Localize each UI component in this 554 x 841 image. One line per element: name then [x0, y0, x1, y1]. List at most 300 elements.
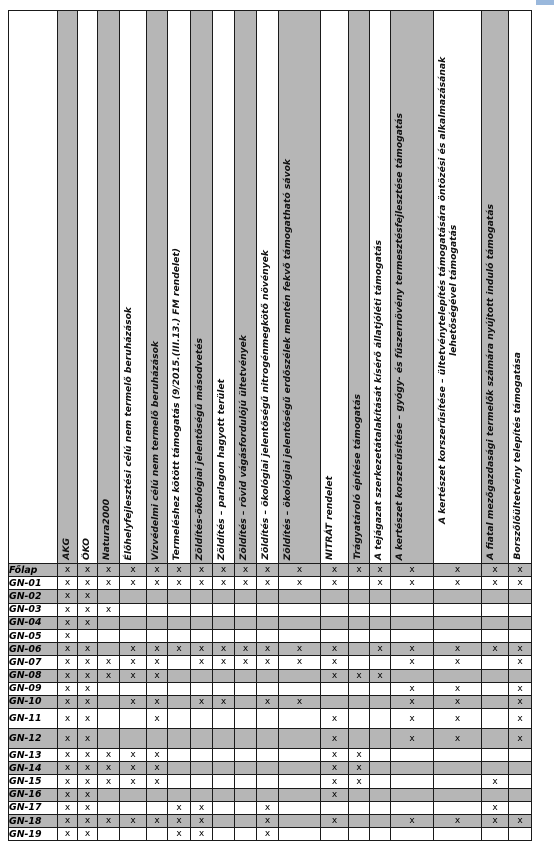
table-cell: x: [321, 564, 349, 577]
table-cell: x: [58, 682, 78, 695]
table-row: [9, 828, 532, 841]
table-cell: [235, 695, 257, 708]
row-label: GN-06: [9, 643, 58, 656]
table-cell: [98, 828, 120, 841]
table-cell: [321, 590, 349, 603]
table-cell: [509, 749, 532, 762]
table-cell: x: [78, 828, 98, 841]
table-cell: [349, 603, 370, 616]
table-cell: [257, 616, 279, 629]
table-cell: [279, 788, 321, 801]
column-header-label: A fiatal mezőgazdasági termelők számára nyújtott induló támogatás: [485, 204, 496, 560]
table-cell: x: [434, 564, 482, 577]
table-cell: x: [58, 577, 78, 590]
table-cell: x: [168, 801, 191, 814]
table-cell: x: [120, 656, 147, 669]
table-cell: [168, 629, 191, 642]
column-header: [58, 11, 78, 564]
table-cell: x: [370, 643, 391, 656]
table-cell: x: [168, 828, 191, 841]
column-header: [78, 11, 98, 564]
column-header-label: Borszőlőültetvény telepítés támogatása: [512, 352, 523, 560]
table-cell: x: [120, 762, 147, 775]
table-cell: [279, 603, 321, 616]
table-cell: [98, 695, 120, 708]
table-cell: [213, 828, 235, 841]
table-row: [9, 801, 532, 814]
header-row: [9, 11, 532, 564]
table-cell: x: [191, 564, 213, 577]
table-cell: [235, 682, 257, 695]
table-cell: [349, 788, 370, 801]
table-cell: [98, 788, 120, 801]
table-row: [9, 749, 532, 762]
table-cell: x: [191, 643, 213, 656]
table-cell: [191, 603, 213, 616]
table-cell: x: [391, 682, 434, 695]
table-cell: [98, 643, 120, 656]
table-cell: x: [78, 590, 98, 603]
table-cell: x: [120, 695, 147, 708]
table-cell: [349, 643, 370, 656]
table-cell: [168, 656, 191, 669]
table-cell: x: [58, 775, 78, 788]
table-cell: x: [482, 577, 509, 590]
table-cell: [120, 616, 147, 629]
column-header-label: Élőhelyfejlesztési célú nem termelő beruházások: [123, 306, 134, 560]
table-cell: [509, 590, 532, 603]
table-row: [9, 762, 532, 775]
table-cell: x: [58, 729, 78, 749]
table-cell: [509, 762, 532, 775]
table-cell: x: [58, 828, 78, 841]
table-cell: x: [257, 656, 279, 669]
table-row: [9, 709, 532, 729]
table-cell: [168, 603, 191, 616]
row-label: GN-08: [9, 669, 58, 682]
table-cell: [147, 603, 168, 616]
table-cell: x: [168, 564, 191, 577]
table-cell: [370, 603, 391, 616]
table-cell: [434, 788, 482, 801]
table-cell: [279, 815, 321, 828]
table-cell: [321, 695, 349, 708]
table-cell: [279, 828, 321, 841]
table-cell: x: [321, 669, 349, 682]
column-header-label: NITRÁT rendelet: [324, 475, 335, 560]
table-cell: [191, 775, 213, 788]
table-cell: x: [482, 775, 509, 788]
table-cell: [279, 729, 321, 749]
table-cell: [482, 749, 509, 762]
table-cell: [168, 709, 191, 729]
table-cell: [147, 801, 168, 814]
table-cell: x: [391, 709, 434, 729]
table-cell: [147, 729, 168, 749]
table-cell: x: [370, 669, 391, 682]
table-cell: x: [120, 749, 147, 762]
table-cell: [168, 616, 191, 629]
table-cell: x: [391, 729, 434, 749]
table-cell: x: [78, 762, 98, 775]
table-cell: x: [98, 564, 120, 577]
table-cell: [213, 682, 235, 695]
table-cell: x: [321, 788, 349, 801]
table-cell: x: [147, 749, 168, 762]
table-cell: x: [349, 564, 370, 577]
table-cell: [257, 749, 279, 762]
table-cell: x: [58, 564, 78, 577]
table-cell: [434, 762, 482, 775]
table-cell: x: [98, 656, 120, 669]
column-header-label: ÖKO: [81, 537, 92, 560]
table-cell: x: [257, 815, 279, 828]
table-cell: x: [349, 669, 370, 682]
table-cell: x: [321, 577, 349, 590]
table-cell: [168, 749, 191, 762]
row-label: GN-09: [9, 682, 58, 695]
table-cell: x: [391, 577, 434, 590]
table-cell: [509, 603, 532, 616]
table-cell: [78, 629, 98, 642]
table-cell: [191, 629, 213, 642]
column-header-label: Zöldítés – parlagon hagyott terület: [216, 378, 227, 560]
table-cell: x: [321, 762, 349, 775]
table-cell: [279, 762, 321, 775]
table-cell: x: [58, 616, 78, 629]
column-header: [321, 11, 349, 564]
table-cell: [509, 828, 532, 841]
table-cell: x: [509, 682, 532, 695]
table-row: [9, 788, 532, 801]
table-cell: x: [391, 656, 434, 669]
table-cell: x: [147, 709, 168, 729]
row-label: GN-17: [9, 801, 58, 814]
table-cell: x: [147, 695, 168, 708]
table-cell: x: [147, 564, 168, 577]
table-cell: x: [279, 695, 321, 708]
table-cell: x: [349, 775, 370, 788]
table-cell: [370, 749, 391, 762]
table-row: [9, 695, 532, 708]
column-header-label: Trágyatároló építése támogatás: [352, 394, 363, 560]
table-cell: [391, 669, 434, 682]
table-cell: x: [257, 695, 279, 708]
table-cell: [370, 682, 391, 695]
table-row: [9, 629, 532, 642]
table-cell: [235, 788, 257, 801]
column-header: [168, 11, 191, 564]
table-cell: [434, 669, 482, 682]
table-cell: [370, 828, 391, 841]
table-cell: x: [147, 656, 168, 669]
table-cell: [257, 682, 279, 695]
table-cell: [370, 801, 391, 814]
table-cell: [349, 828, 370, 841]
corner-header-cell: [9, 11, 58, 564]
table-cell: [98, 801, 120, 814]
table-cell: [370, 616, 391, 629]
table-cell: [321, 682, 349, 695]
table-cell: [349, 590, 370, 603]
table-cell: x: [58, 603, 78, 616]
row-label: GN-12: [9, 729, 58, 749]
table-cell: x: [213, 656, 235, 669]
table-cell: [482, 682, 509, 695]
table-cell: x: [120, 577, 147, 590]
table-cell: [191, 788, 213, 801]
table-cell: x: [191, 656, 213, 669]
table-cell: x: [235, 656, 257, 669]
table-cell: [434, 603, 482, 616]
table-cell: [191, 729, 213, 749]
table-cell: x: [58, 762, 78, 775]
table-cell: [349, 709, 370, 729]
table-cell: [257, 603, 279, 616]
row-label: GN-02: [9, 590, 58, 603]
column-header: [509, 11, 532, 564]
table-cell: [98, 590, 120, 603]
table-cell: [370, 709, 391, 729]
table-cell: [349, 629, 370, 642]
table-cell: x: [78, 749, 98, 762]
table-cell: x: [279, 577, 321, 590]
table-cell: x: [120, 775, 147, 788]
table-cell: [98, 682, 120, 695]
table-cell: [509, 669, 532, 682]
table-row: [9, 643, 532, 656]
table-cell: x: [257, 643, 279, 656]
table-cell: x: [168, 643, 191, 656]
table-row: [9, 729, 532, 749]
table-cell: x: [321, 815, 349, 828]
table-cell: x: [78, 729, 98, 749]
table-cell: x: [98, 775, 120, 788]
table-cell: [279, 801, 321, 814]
table-cell: [434, 629, 482, 642]
table-cell: [321, 828, 349, 841]
table-cell: x: [321, 775, 349, 788]
table-row: [9, 656, 532, 669]
table-cell: [482, 669, 509, 682]
table-cell: [391, 828, 434, 841]
table-cell: x: [321, 643, 349, 656]
table-cell: [235, 775, 257, 788]
table-cell: x: [370, 577, 391, 590]
table-cell: x: [509, 577, 532, 590]
table-cell: x: [279, 564, 321, 577]
table-row: [9, 682, 532, 695]
table-cell: [147, 828, 168, 841]
table-cell: x: [509, 709, 532, 729]
table-cell: [235, 629, 257, 642]
table-cell: x: [147, 577, 168, 590]
table-cell: x: [349, 762, 370, 775]
table-cell: [257, 629, 279, 642]
table-cell: [391, 749, 434, 762]
table-cell: [482, 788, 509, 801]
table-cell: [482, 729, 509, 749]
table-cell: [213, 749, 235, 762]
row-label: GN-03: [9, 603, 58, 616]
table-cell: [168, 590, 191, 603]
table-cell: [213, 788, 235, 801]
table-row: [9, 564, 532, 577]
table-cell: x: [509, 815, 532, 828]
table-cell: x: [349, 749, 370, 762]
table-cell: [191, 682, 213, 695]
table-cell: x: [120, 669, 147, 682]
table-cell: [168, 762, 191, 775]
table-cell: [213, 629, 235, 642]
table-cell: x: [257, 564, 279, 577]
column-header-label: A kertészet korszerűsítése – gyógy- és fűszernövény termesztésfejlesztése támogatás: [394, 112, 405, 560]
row-label: GN-13: [9, 749, 58, 762]
table-cell: [370, 729, 391, 749]
table-cell: [482, 656, 509, 669]
column-header-label: Vízvédelmi célú nem termelő beruházások: [150, 340, 161, 560]
table-cell: x: [482, 564, 509, 577]
table-cell: x: [213, 643, 235, 656]
table-row: [9, 815, 532, 828]
table-cell: [235, 603, 257, 616]
table-cell: [235, 762, 257, 775]
table-cell: [349, 577, 370, 590]
table-cell: [168, 775, 191, 788]
table-cell: [391, 603, 434, 616]
table-cell: x: [78, 643, 98, 656]
table-cell: [213, 590, 235, 603]
table-cell: [213, 815, 235, 828]
row-label: GN-07: [9, 656, 58, 669]
table-cell: [370, 762, 391, 775]
table-cell: [213, 603, 235, 616]
table-cell: [509, 629, 532, 642]
table-cell: [235, 669, 257, 682]
table-cell: x: [391, 815, 434, 828]
table-cell: x: [191, 695, 213, 708]
table-cell: x: [147, 643, 168, 656]
table-cell: x: [482, 815, 509, 828]
column-header: [98, 11, 120, 564]
table-cell: [391, 788, 434, 801]
table-cell: [213, 801, 235, 814]
table-cell: x: [58, 695, 78, 708]
table-cell: x: [120, 643, 147, 656]
table-cell: x: [391, 643, 434, 656]
column-header: [257, 11, 279, 564]
table-cell: x: [58, 669, 78, 682]
table-cell: [168, 682, 191, 695]
table-cell: x: [509, 695, 532, 708]
table-cell: [434, 590, 482, 603]
column-header: [279, 11, 321, 564]
table-cell: x: [78, 656, 98, 669]
table-row: [9, 616, 532, 629]
table-cell: x: [434, 695, 482, 708]
table-cell: x: [58, 815, 78, 828]
table-cell: [482, 603, 509, 616]
table-cell: x: [58, 788, 78, 801]
row-label: GN-14: [9, 762, 58, 775]
table-body: [9, 564, 532, 841]
table-cell: x: [257, 828, 279, 841]
table-cell: x: [120, 815, 147, 828]
table-cell: x: [434, 656, 482, 669]
table-cell: x: [78, 564, 98, 577]
table-cell: [391, 590, 434, 603]
table-cell: x: [482, 801, 509, 814]
table-cell: [349, 682, 370, 695]
table-cell: x: [78, 682, 98, 695]
table-cell: x: [482, 643, 509, 656]
table-cell: [509, 616, 532, 629]
table-cell: [120, 603, 147, 616]
table-cell: [482, 762, 509, 775]
table-cell: x: [434, 682, 482, 695]
table-cell: [235, 709, 257, 729]
table-cell: x: [147, 815, 168, 828]
table-cell: x: [321, 709, 349, 729]
table-cell: x: [213, 564, 235, 577]
table-cell: [482, 616, 509, 629]
table-cell: [279, 629, 321, 642]
table-cell: [213, 709, 235, 729]
table-cell: [235, 616, 257, 629]
table-cell: [98, 629, 120, 642]
table-cell: [168, 788, 191, 801]
table-cell: [321, 801, 349, 814]
table-cell: x: [391, 695, 434, 708]
column-header: [434, 11, 482, 564]
table-cell: [279, 616, 321, 629]
column-header-label: A tejágazat szerkezetátalakítását kísérő állatjóléti támogatás: [373, 240, 384, 560]
table-cell: x: [98, 669, 120, 682]
table-cell: [391, 616, 434, 629]
table-cell: x: [434, 815, 482, 828]
column-header: [213, 11, 235, 564]
table-cell: [391, 801, 434, 814]
table-cell: x: [279, 656, 321, 669]
table-cell: [98, 709, 120, 729]
table-cell: [98, 729, 120, 749]
table-cell: [191, 590, 213, 603]
table-cell: [279, 775, 321, 788]
table-cell: [235, 828, 257, 841]
column-header-label: Termeléshez kötött támogatás (9/2015.(III.13.) FM rendelet): [171, 247, 182, 560]
table-cell: x: [434, 577, 482, 590]
table-cell: x: [191, 801, 213, 814]
table-cell: [349, 656, 370, 669]
column-header: [120, 11, 147, 564]
column-header: [349, 11, 370, 564]
table-cell: x: [434, 729, 482, 749]
table-cell: x: [235, 564, 257, 577]
table-cell: x: [257, 577, 279, 590]
support-matrix-table: [8, 10, 532, 841]
table-cell: [147, 616, 168, 629]
table-cell: [191, 616, 213, 629]
table-cell: x: [78, 801, 98, 814]
table-cell: x: [191, 577, 213, 590]
table-cell: [279, 669, 321, 682]
table-cell: [120, 828, 147, 841]
table-cell: [279, 590, 321, 603]
table-cell: [168, 669, 191, 682]
table-cell: [279, 709, 321, 729]
table-cell: [279, 749, 321, 762]
table-cell: [213, 775, 235, 788]
